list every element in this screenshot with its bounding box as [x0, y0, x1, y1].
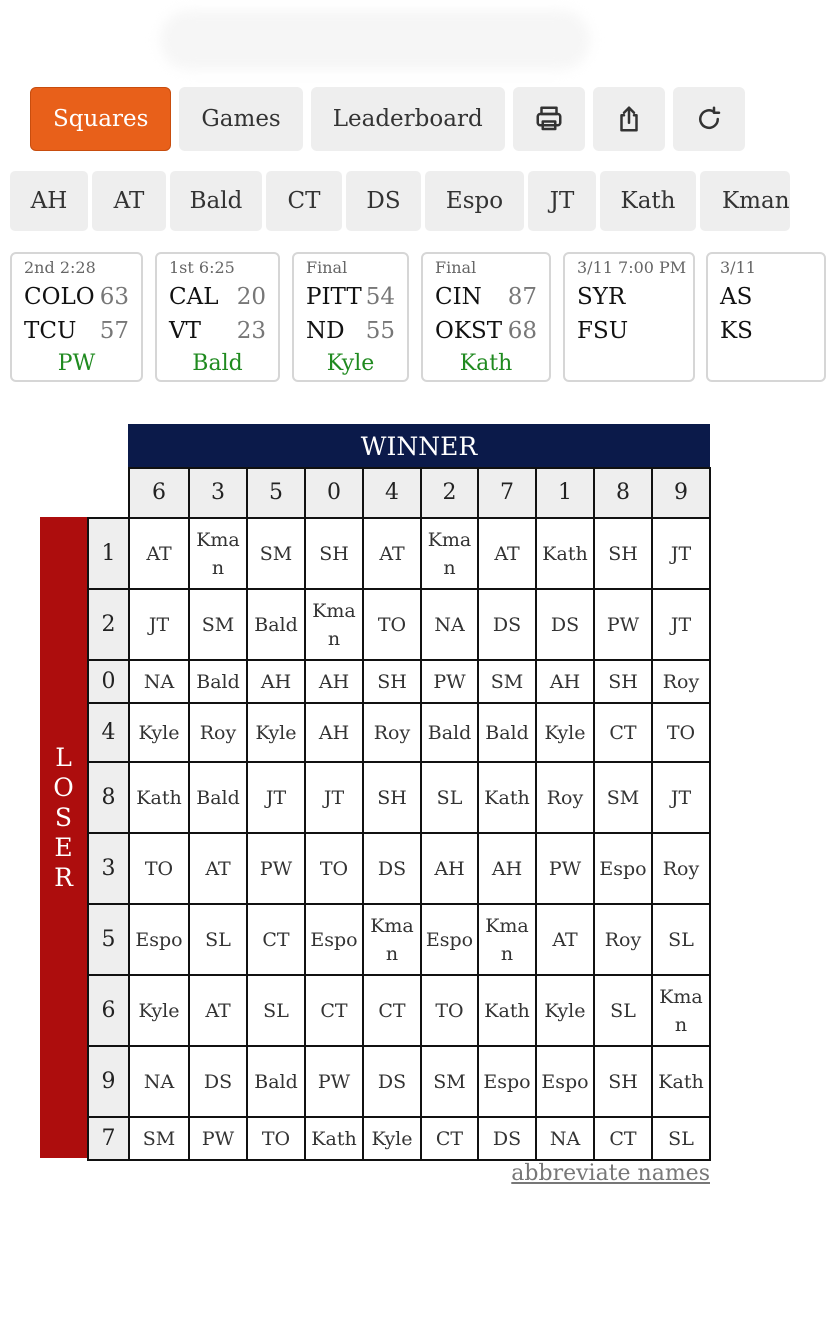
- square-winner: Kyle: [326, 351, 375, 376]
- winner-digit-header: 7: [478, 468, 536, 518]
- square-cell[interactable]: CT: [594, 703, 652, 762]
- square-cell[interactable]: Kath: [652, 1046, 710, 1117]
- square-cell[interactable]: AH: [305, 703, 363, 762]
- team2-name: VT: [169, 318, 201, 344]
- winner-digit-header: 3: [189, 468, 247, 518]
- share-button[interactable]: [593, 87, 665, 151]
- team2-name: OKST: [435, 318, 503, 344]
- square-cell[interactable]: NA: [129, 1046, 189, 1117]
- refresh-button[interactable]: [673, 87, 745, 151]
- loser-letter: O: [53, 773, 74, 802]
- square-cell[interactable]: SH: [594, 518, 652, 589]
- team2-name: ND: [306, 318, 345, 344]
- team2-score: 57: [99, 318, 129, 344]
- game-card[interactable]: [706, 252, 826, 382]
- square-cell[interactable]: AH: [305, 660, 363, 703]
- loser-letter: S: [54, 803, 73, 832]
- print-icon: [534, 104, 564, 134]
- square-cell[interactable]: PW: [189, 1117, 247, 1160]
- square-cell[interactable]: Roy: [652, 833, 710, 904]
- game-status: Final: [306, 258, 348, 277]
- square-cell[interactable]: JT: [247, 762, 305, 833]
- square-cell[interactable]: PW: [247, 833, 305, 904]
- square-cell[interactable]: AH: [536, 660, 594, 703]
- square-cell[interactable]: SL: [652, 904, 710, 975]
- square-cell[interactable]: SH: [363, 660, 421, 703]
- player-chip[interactable]: Espo: [425, 171, 524, 231]
- square-cell[interactable]: Kman: [652, 975, 710, 1046]
- square-cell[interactable]: AH: [421, 833, 478, 904]
- square-cell[interactable]: DS: [363, 1046, 421, 1117]
- team1-score: 20: [236, 284, 266, 310]
- square-cell[interactable]: PW: [421, 660, 478, 703]
- square-cell[interactable]: Kman: [421, 518, 478, 589]
- square-cell[interactable]: PW: [305, 1046, 363, 1117]
- loser-digit-header: 0: [88, 660, 129, 703]
- square-cell[interactable]: Kath: [478, 975, 536, 1046]
- square-cell[interactable]: Roy: [652, 660, 710, 703]
- loser-digit-header: 3: [88, 833, 129, 904]
- winner-digit-header: 6: [129, 468, 189, 518]
- loser-letter: E: [54, 833, 73, 862]
- square-cell[interactable]: JT: [652, 762, 710, 833]
- square-cell[interactable]: SL: [189, 904, 247, 975]
- square-cell[interactable]: Roy: [363, 703, 421, 762]
- square-cell[interactable]: Bald: [247, 1046, 305, 1117]
- loser-digit-header: 4: [88, 703, 129, 762]
- loser-axis-header: [40, 517, 87, 1158]
- square-winner: PW: [57, 351, 96, 376]
- square-cell[interactable]: Bald: [478, 703, 536, 762]
- square-cell[interactable]: NA: [421, 589, 478, 660]
- square-cell[interactable]: Espo: [421, 904, 478, 975]
- square-cell[interactable]: Roy: [594, 904, 652, 975]
- square-cell[interactable]: SH: [363, 762, 421, 833]
- square-cell[interactable]: Kman: [478, 904, 536, 975]
- refresh-icon: [694, 104, 724, 134]
- team1-score: 63: [99, 284, 129, 310]
- square-cell[interactable]: Kman: [189, 518, 247, 589]
- square-cell[interactable]: AH: [247, 660, 305, 703]
- square-cell[interactable]: Kyle: [536, 975, 594, 1046]
- square-cell[interactable]: JT: [129, 589, 189, 660]
- square-cell[interactable]: TO: [652, 703, 710, 762]
- square-cell[interactable]: Kman: [363, 904, 421, 975]
- loser-digit-header: 5: [88, 904, 129, 975]
- top-blurred-banner: [160, 10, 590, 70]
- square-cell[interactable]: Espo: [594, 833, 652, 904]
- square-cell[interactable]: Bald: [247, 589, 305, 660]
- winner-digit-header: 5: [247, 468, 305, 518]
- winner-digit-header: 4: [363, 468, 421, 518]
- square-cell[interactable]: Bald: [189, 762, 247, 833]
- team1-name: COLO: [24, 284, 95, 310]
- games-tab-button[interactable]: Games: [179, 87, 302, 151]
- square-cell[interactable]: SH: [594, 1046, 652, 1117]
- winner-digit-header: 0: [305, 468, 363, 518]
- player-chip[interactable]: DS: [346, 171, 421, 231]
- team2-score: 23: [236, 318, 266, 344]
- square-cell[interactable]: Kath: [305, 1117, 363, 1160]
- top-nav: [30, 87, 745, 151]
- loser-axis-label: [40, 743, 87, 893]
- game-card[interactable]: [10, 252, 143, 382]
- winner-digit-header: 1: [536, 468, 594, 518]
- square-cell[interactable]: CT: [363, 975, 421, 1046]
- square-cell[interactable]: TO: [129, 833, 189, 904]
- team2-name: FSU: [577, 318, 629, 344]
- square-cell[interactable]: NA: [536, 1117, 594, 1160]
- print-button[interactable]: [513, 87, 585, 151]
- game-status: 3/11: [720, 258, 756, 277]
- winner-axis-header: WINNER: [128, 424, 710, 468]
- square-cell[interactable]: Espo: [129, 904, 189, 975]
- square-cell[interactable]: Espo: [305, 904, 363, 975]
- player-chip[interactable]: Kath: [600, 171, 696, 231]
- square-cell[interactable]: CT: [247, 904, 305, 975]
- square-cell[interactable]: Kyle: [363, 1117, 421, 1160]
- player-chip[interactable]: CT: [266, 171, 342, 231]
- square-cell[interactable]: SM: [189, 589, 247, 660]
- square-cell[interactable]: PW: [536, 833, 594, 904]
- loser-letter: L: [55, 743, 72, 772]
- square-cell[interactable]: DS: [536, 589, 594, 660]
- square-cell[interactable]: SH: [594, 660, 652, 703]
- square-cell[interactable]: SH: [305, 518, 363, 589]
- square-cell[interactable]: DS: [363, 833, 421, 904]
- square-cell[interactable]: Roy: [189, 703, 247, 762]
- abbreviate-names-link[interactable]: abbreviate names: [511, 1161, 710, 1186]
- loser-digit-header: 9: [88, 1046, 129, 1117]
- square-cell[interactable]: SL: [594, 975, 652, 1046]
- square-cell[interactable]: Kyle: [247, 703, 305, 762]
- game-card[interactable]: [563, 252, 695, 382]
- square-cell[interactable]: AH: [478, 833, 536, 904]
- square-cell[interactable]: CT: [305, 975, 363, 1046]
- square-cell[interactable]: PW: [594, 589, 652, 660]
- team2-name: KS: [720, 318, 753, 344]
- loser-digit-header: 1: [88, 518, 129, 589]
- game-card[interactable]: [292, 252, 409, 382]
- loser-digit-header: 6: [88, 975, 129, 1046]
- player-chip[interactable]: Bald: [170, 171, 262, 231]
- square-cell[interactable]: SL: [421, 762, 478, 833]
- square-cell[interactable]: AT: [478, 518, 536, 589]
- game-status: 2nd 2:28: [24, 258, 96, 277]
- team1-score: 54: [365, 284, 395, 310]
- leaderboard-tab-button[interactable]: Leaderboard: [311, 87, 505, 151]
- square-winner: Bald: [192, 351, 243, 376]
- game-status: 3/11 7:00 PM: [577, 258, 687, 277]
- square-cell[interactable]: Espo: [536, 1046, 594, 1117]
- square-cell[interactable]: Bald: [189, 660, 247, 703]
- square-winner: Kath: [459, 351, 513, 376]
- team1-name: AS: [720, 284, 753, 310]
- game-card[interactable]: [421, 252, 551, 382]
- square-cell[interactable]: AT: [189, 833, 247, 904]
- game-status: Final: [435, 258, 477, 277]
- square-cell[interactable]: Kyle: [129, 703, 189, 762]
- square-cell[interactable]: Kath: [478, 762, 536, 833]
- team2-name: TCU: [24, 318, 77, 344]
- player-chip[interactable]: Kman: [700, 171, 790, 231]
- team1-name: PITT: [306, 284, 362, 310]
- square-cell[interactable]: SL: [652, 1117, 710, 1160]
- square-cell[interactable]: Kyle: [129, 975, 189, 1046]
- team1-score: 87: [507, 284, 537, 310]
- square-cell[interactable]: SM: [129, 1117, 189, 1160]
- square-cell[interactable]: SM: [478, 660, 536, 703]
- team1-name: CAL: [169, 284, 219, 310]
- square-cell[interactable]: JT: [652, 518, 710, 589]
- square-cell[interactable]: SM: [594, 762, 652, 833]
- square-cell[interactable]: TO: [247, 1117, 305, 1160]
- player-chip[interactable]: JT: [528, 171, 596, 231]
- square-cell[interactable]: SL: [247, 975, 305, 1046]
- loser-digit-header: 7: [88, 1117, 129, 1160]
- winner-digit-header: 8: [594, 468, 652, 518]
- square-cell[interactable]: Bald: [421, 703, 478, 762]
- square-cell[interactable]: NA: [129, 660, 189, 703]
- team1-name: SYR: [577, 284, 626, 310]
- grid-corner: [88, 468, 129, 518]
- game-status: 1st 6:25: [169, 258, 235, 277]
- share-icon: [614, 104, 644, 134]
- game-scores-strip: [10, 252, 756, 384]
- square-cell[interactable]: JT: [652, 589, 710, 660]
- square-cell[interactable]: CT: [594, 1117, 652, 1160]
- team1-name: CIN: [435, 284, 482, 310]
- square-cell[interactable]: Kman: [305, 589, 363, 660]
- square-cell[interactable]: CT: [421, 1117, 478, 1160]
- player-chip[interactable]: AT: [92, 171, 166, 231]
- square-cell[interactable]: JT: [305, 762, 363, 833]
- square-cell[interactable]: AT: [536, 904, 594, 975]
- loser-letter: R: [54, 863, 73, 892]
- squares-grid: [87, 467, 711, 1161]
- player-chip[interactable]: AH: [10, 171, 88, 231]
- square-cell[interactable]: TO: [363, 589, 421, 660]
- square-cell[interactable]: Kath: [536, 518, 594, 589]
- player-filter-row: [10, 171, 790, 231]
- square-cell[interactable]: TO: [305, 833, 363, 904]
- square-cell[interactable]: Kath: [129, 762, 189, 833]
- square-cell[interactable]: DS: [478, 1117, 536, 1160]
- square-cell[interactable]: Kyle: [536, 703, 594, 762]
- square-cell[interactable]: AT: [129, 518, 189, 589]
- winner-digit-header: 2: [421, 468, 478, 518]
- square-cell[interactable]: SM: [247, 518, 305, 589]
- square-cell[interactable]: DS: [478, 589, 536, 660]
- team2-score: 55: [365, 318, 395, 344]
- loser-digit-header: 8: [88, 762, 129, 833]
- square-cell[interactable]: AT: [363, 518, 421, 589]
- loser-digit-header: 2: [88, 589, 129, 660]
- square-cell[interactable]: AT: [189, 975, 247, 1046]
- winner-digit-header: 9: [652, 468, 710, 518]
- game-card[interactable]: [155, 252, 280, 382]
- team2-score: 68: [507, 318, 537, 344]
- square-cell[interactable]: Roy: [536, 762, 594, 833]
- square-cell[interactable]: Espo: [478, 1046, 536, 1117]
- square-cell[interactable]: SM: [421, 1046, 478, 1117]
- squares-tab-button[interactable]: Squares: [30, 87, 171, 151]
- square-cell[interactable]: TO: [421, 975, 478, 1046]
- square-cell[interactable]: DS: [189, 1046, 247, 1117]
